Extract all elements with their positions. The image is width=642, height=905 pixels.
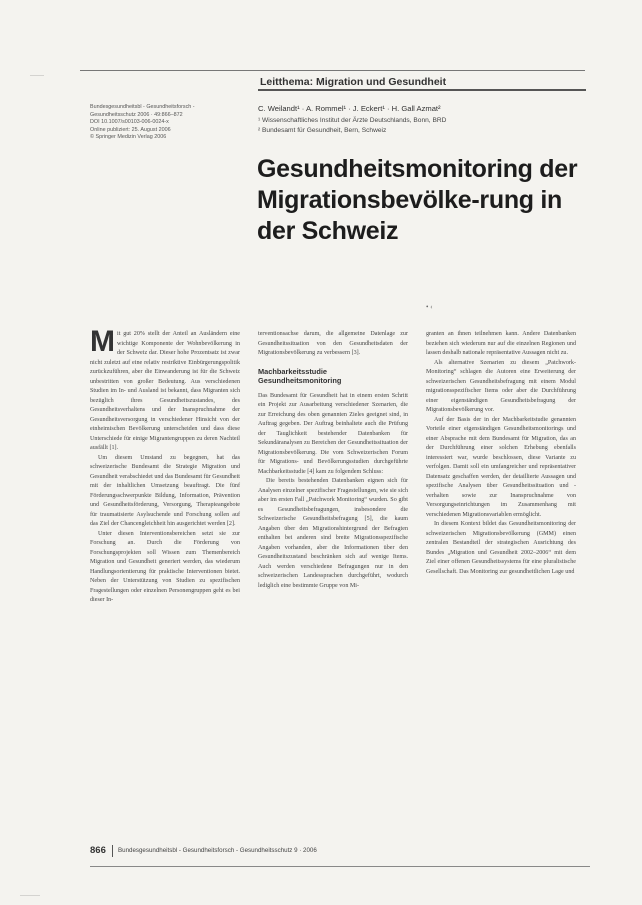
paragraph: In diesem Kontext bildet das Gesundheitsmonitoring der schweizerischen Migrationsbevölkerung (GMM) einen zentralen Bestandteil der strategischen Ausrichtung des Bundes „Migration und Gesundheit 2002–2006“ mit dem Ziel einer offenen Gesundheitssystems für eine pluralistische Gesellschaft. Das Monitoring zur gesundheitlichen Lage und	[426, 521, 576, 575]
article-meta	[90, 104, 240, 142]
paragraph: Auf der Basis der in der Machbarkeitstudie genannten Vorteile einer eigenständigen Gesundheitsmonitorings und einer Absprache mit dem Bundesamt für Migration, das an der Durchführung einer solchen Erhebung ebenfalls interessiert war, wurde beschlossen, diese Variante zu verfolgen. Damit soll ein umfangreicher und repräsentativer Datensatz geschaffen werden, der detaillierte Aussagen und spezifische Analysen über Gesundheitssituation und -verhalten sowie zur Inanspruchnahme von Versorgungseinrichtungen im Zusammenhang mit verschiedenen Migrationsvariablen ermöglicht.	[426, 416, 576, 518]
paragraph: granten an ihnen teilnehmen kann. Andere Datenbanken beziehen sich wiederum nur auf die einzelnen Regionen und lassen deshalb nationale repräsentative Aussagen nicht zu.	[426, 331, 576, 356]
decorative-mark: • ‹	[426, 303, 433, 311]
subsection-heading: Machbarkeitsstudie Gesundheitsmonitoring	[258, 366, 342, 385]
meta-line: Gesundheitsschutz 2006 · 49:866–872	[90, 111, 183, 118]
affiliation-line: ¹ Wissenschaftliches Institut der Ärzte Deutschlands, Bonn, BRD	[258, 117, 447, 124]
paragraph: Unter diesen Interventionsbereichen setzt sie zur Forschung an. Durch die Förderung von Forschungsprojekten soll Wissen zum Themenbereich Migration und Gesundheit generiert werden, das wiederum Handlungsorientierung für praktische Interventionen bietet. Neben der Unterstützung von Studien zu spezifischen Fragestellungen oder einzelnen Personengruppen geht es bei dieser In-	[90, 530, 240, 603]
section-heading: Leitthema: Migration und Gesundheit	[260, 76, 447, 88]
paragraph: Um diesem Umstand zu begegnen, hat das schweizerische Bundesamt die Strategie Migration und Gesundheit verabschiedet und das Bundesamt für Gesundheit mit der inhaltlichen Umsetzung beauftragt. Die fünf Förderungsschwerpunkte Bildung, Information, Prävention und Gesundheitsförderung, Versorgung, Therapieangebote für traumatisierte Asylsuchende und Forschung sollen auf das Ziel der Chancengleichheit hin ausgerichtet werden [2].	[90, 454, 240, 527]
text-column-3	[426, 330, 576, 577]
article-title: Gesundheitsmonitoring der Migrationsbevölke-rung in der Schweiz	[257, 155, 578, 245]
header-rule-top	[80, 70, 585, 71]
meta-line: Online publiziert: 25. August 2006	[90, 126, 171, 133]
paragraph-text: it gut 20% stellt der Anteil an Ausländern eine wichtige Komponente der Wohnbevölkerung in der Schweiz dar. Dieser hohe Prozentsatz ist zwar nicht zuletzt auf eine relativ restriktive Einbürgerungspolitik zurückzuführen, aber die Einwanderung ist für die Schweiz unbestritten von großer Bedeutung. Aus verschiedenen Studien im In- und Ausland ist bekannt, dass Migranten sich bezüglich ihres Gesundheitszustandes, des Gesundheitsverhaltens und der Inanspruchnahme der Gesundheitsversorgung in verschiedener Hinsicht von der einheimischen Bevölkerung unterscheiden und dass diese Unterschiede für einige Migrantengruppen zu deren Nachteil ausfällt [1].	[90, 331, 240, 451]
drop-cap: M	[90, 325, 115, 358]
affiliation-line: ² Bundesamt für Gesundheit, Bern, Schweiz	[258, 127, 387, 134]
footer-rule	[112, 845, 113, 857]
scan-mark	[30, 75, 44, 76]
paragraph: terventionsachse darum, die allgemeine Datenlage zur Gesundheitssituation von den Gesundheitsdaten der Migrationsbevölkerung zu verbessern [3].	[258, 331, 408, 356]
footer-scan-line	[90, 866, 590, 867]
page-number: 866	[90, 845, 106, 856]
meta-line: Bundesgesundheitsbl - Gesundheitsforsch -	[90, 104, 195, 110]
affiliations	[258, 116, 578, 136]
journal-footer: Bundesgesundheitsbl - Gesundheitsforsch - Gesundheitsschutz 9 · 2006	[118, 847, 317, 854]
paragraph: Als alternative Szenarien zu diesem „Patchwork-Monitoring“ schlagen die Autoren eine Erweiterung der schweizerischen Gesundheitsbefragung mit einem Modul migrationsspezifischer Items oder aber die Durchführung einer eigenständigen Gesundheitsbefragung der Migrationsbevölkerung vor.	[426, 359, 576, 413]
text-column-2	[258, 330, 408, 591]
header-rule-bottom	[258, 89, 586, 91]
meta-line: DOI 10.1007/s00103-006-0024-x	[90, 119, 169, 126]
paragraph: Das Bundesamt für Gesundheit hat in einem ersten Schritt ein Projekt zur Ausarbeitung verschiedener Szenarien, die zur Erreichung des oben genannten Zieles geeignet sind, in Auftrag gegeben. Der Auftrag beinhaltete auch die Prüfung der Tauglichkeit bestehender Datenbanken für Sekundäranalysen zu Bereichen der Gesundheitssituation der Migrationsbevölkerung. Die vom Schweizerischen Forum für Migrations- und Bevölkerungsstudien durchgeführte Machbarkeitsstudie [4] kam zu folgendem Schluss:	[258, 392, 408, 475]
author-list: C. Weilandt¹ · A. Rommel¹ · J. Eckert¹ · H. Gall Azmat²	[258, 104, 441, 113]
paragraph: Die bereits bestehenden Datenbanken eignen sich für Analysen einzelner spezifischer Fragestellungen, wie sie sich aber im ersten Fall „Patchwork Monitoring“ wurden. So gibt es Gesundheitsbefragungen, insbesondere die Schweizerische Gesundheitsbefragung [5], die kaum Angaben über den Migrationshintergrund der Befragten enthalten bei anderen sind breite Migrationsspezifische Angaben vorhanden, aber die Informationen über den Gesundheitszustand beschränken sich auf wenige Items. Auch werden verschiedene Befragungen nur in den schweizerischen Landessprachen durchgeführt, wodurch lediglich eine bestimmte Gruppe von Mi-	[258, 478, 408, 589]
scan-mark	[20, 895, 40, 896]
meta-line: © Springer Medizin Verlag 2006	[90, 134, 167, 141]
paragraph	[90, 325, 240, 454]
text-column-1	[90, 325, 240, 606]
